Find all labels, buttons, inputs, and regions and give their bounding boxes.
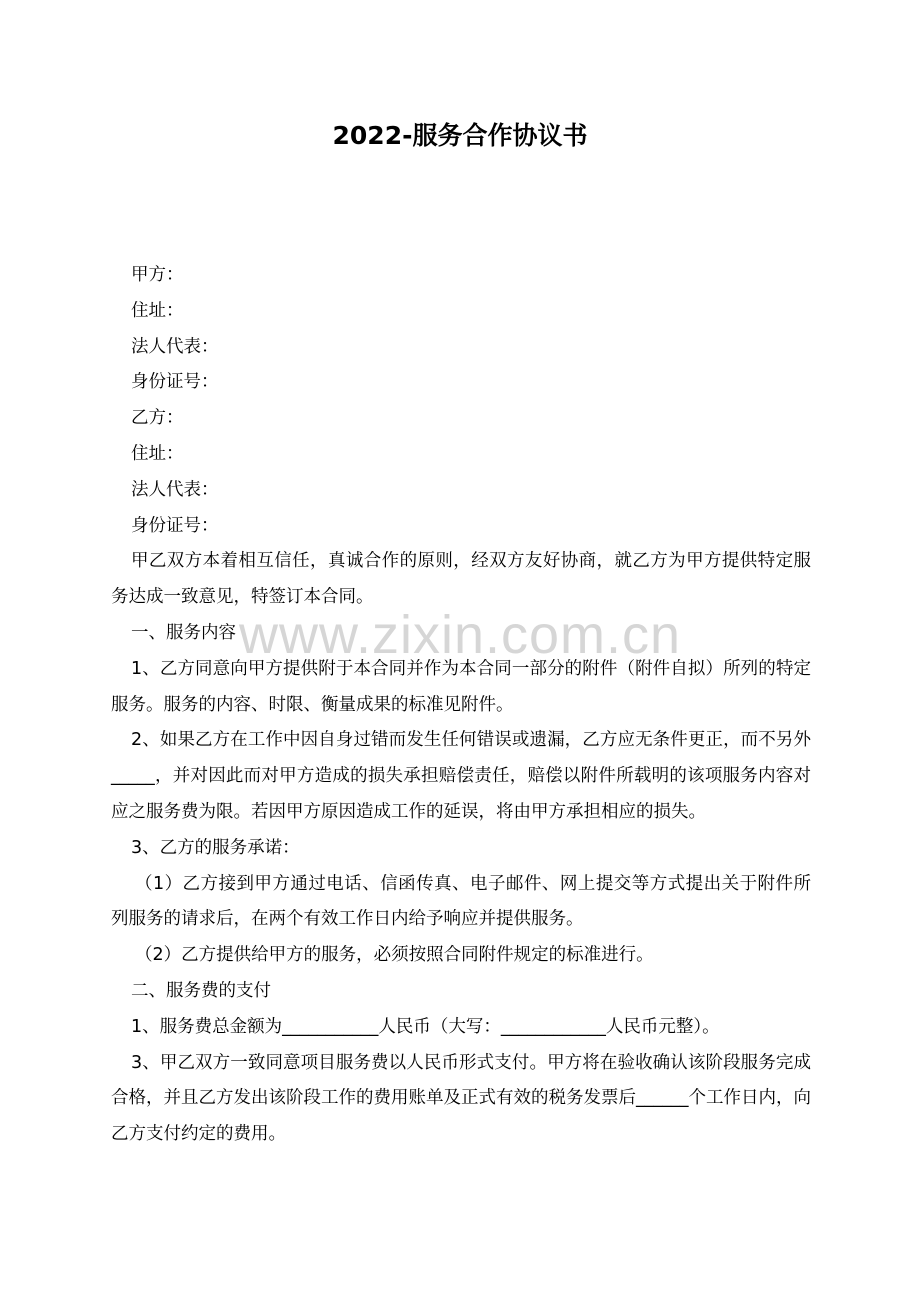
section1-sub-clause1: （1）乙方接到甲方通过电话、信函传真、电子邮件、网上提交等方式提出关于附件所列服务的请求后，在两个有效工作日内给予响应并提供服务。 xyxy=(111,873,811,930)
intro-paragraph: 甲乙双方本着相互信任，真诚合作的原则，经双方友好协商，就乙方为甲方提供特定服务达成一致意见，特签订本合同。 xyxy=(111,551,811,608)
section1-clause2: 2、如果乙方在工作中因自身过错而发生任何错误或遗漏，乙方应无条件更正，而不另外_____，并对因此而对甲方造成的损失承担赔偿责任，赔偿以附件所载明的该项服务内容对应之服务费为限。若因甲方原因造成工作的延误，将由甲方承担相应的损失。 xyxy=(111,730,811,822)
document-body xyxy=(111,258,811,1153)
section1-clause3: 3、乙方的服务承诺： xyxy=(131,837,300,858)
section2-heading: 二、服务费的支付 xyxy=(131,980,271,1001)
section2-clause1: 1、服务费总金额为___________人民币（大写：____________人民币元整）。 xyxy=(131,1016,720,1037)
section1-sub-clause2: （2）乙方提供给甲方的服务，必须按照合同附件规定的标准进行。 xyxy=(135,945,654,966)
party-a-id-number-field: 身份证号： xyxy=(131,372,219,393)
party-b-name-field: 乙方： xyxy=(131,408,184,429)
party-a-legal-rep-field: 法人代表： xyxy=(131,336,219,357)
section1-heading: 一、服务内容 xyxy=(131,622,236,643)
party-a-address-field: 住址： xyxy=(131,300,184,321)
document-title: 2022-服务合作协议书 xyxy=(332,121,588,150)
party-b-address-field: 住址： xyxy=(131,443,184,464)
party-a-name-field: 甲方： xyxy=(131,265,184,285)
section2-clause3: 3、甲乙双方一致同意项目服务费以人民币形式支付。甲方将在验收确认该阶段服务完成合格，并且乙方发出该阶段工作的费用账单及正式有效的税务发票后______个工作日内，向乙方支付约定的费用。 xyxy=(111,1052,811,1145)
section1-clause1: 1、乙方同意向甲方提供附于本合同并作为本合同一部分的附件（附件自拟）所列的特定服务。服务的内容、时限、衡量成果的标准见附件。 xyxy=(111,658,811,715)
party-b-legal-rep-field: 法人代表： xyxy=(131,479,219,500)
party-b-id-number-field: 身份证号： xyxy=(131,515,219,536)
watermark: www.zixin.com.cn xyxy=(238,605,682,665)
